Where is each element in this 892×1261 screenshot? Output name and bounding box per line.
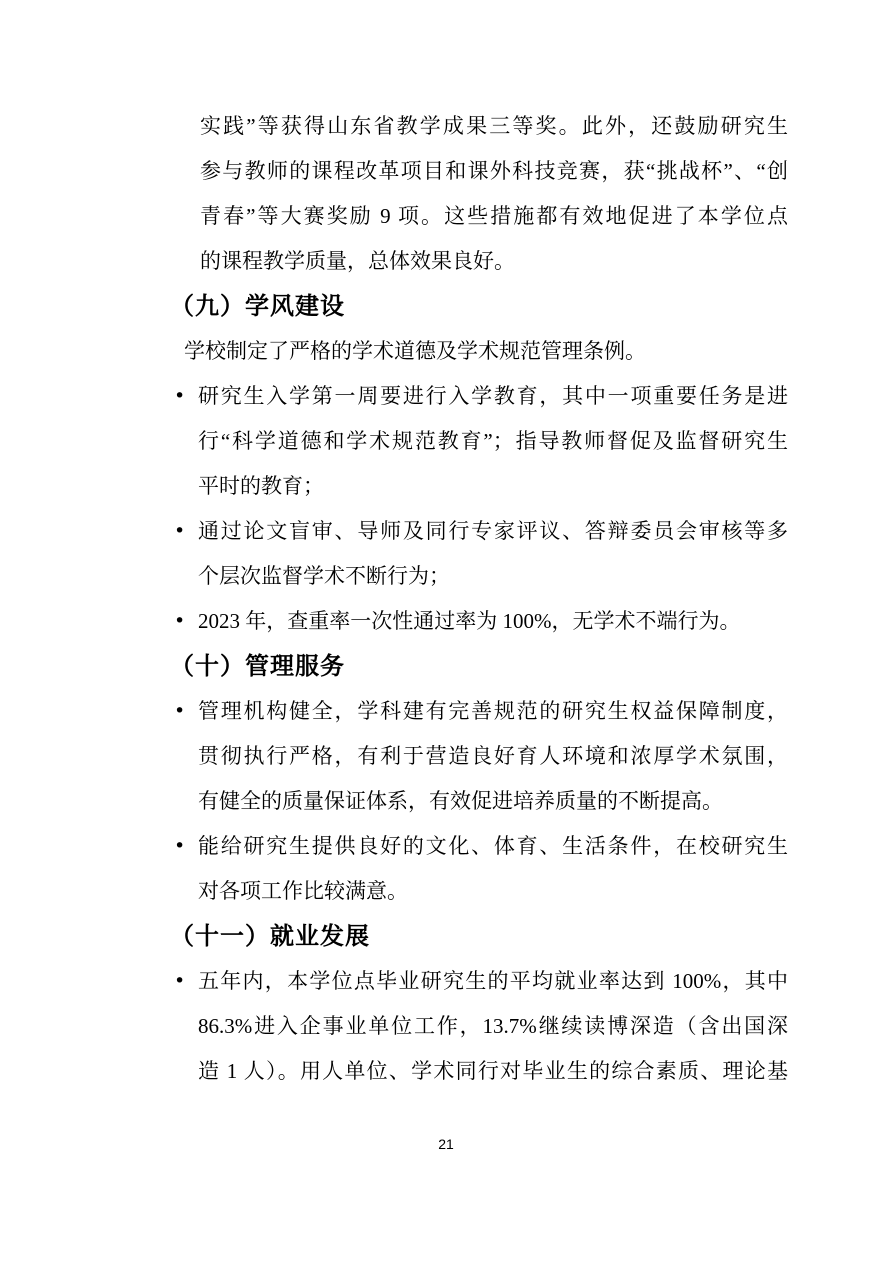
text-line: 管理机构健全，学科建有完善规范的研究生权益保障制度， xyxy=(198,699,788,723)
section-heading-guanli: （十）管理服务 xyxy=(170,653,345,680)
bullet-icon: • xyxy=(174,610,186,632)
page-footer xyxy=(0,1136,892,1152)
bullet-item xyxy=(170,824,788,914)
text-line: 行“科学道德和学术规范教育”；指导教师督促及监督研究生 xyxy=(198,429,788,453)
intro-paragraph xyxy=(200,104,788,284)
text-line: 86.3%进入企事业单位工作，13.7%继续读博深造（含出国深 xyxy=(198,1014,788,1038)
page-number: 21 xyxy=(438,1136,454,1152)
text-line: 研究生入学第一周要进行入学教育，其中一项重要任务是进 xyxy=(198,384,788,408)
text-line: 个层次监督学术不断行为； xyxy=(198,564,450,588)
bullet-icon: • xyxy=(174,970,186,992)
bullet-icon: • xyxy=(174,520,186,542)
text-line: 造 1 人）。用人单位、学术同行对毕业生的综合素质、理论基 xyxy=(198,1059,788,1083)
bullet-icon: • xyxy=(174,385,186,407)
page-body xyxy=(170,104,788,1094)
text-line: 有健全的质量保证体系，有效促进培养质量的不断提高。 xyxy=(198,789,723,813)
text-line: 的课程教学质量，总体效果良好。 xyxy=(200,249,515,273)
text-line: 五年内，本学位点毕业研究生的平均就业率达到 100%，其中 xyxy=(198,969,788,993)
text-line: 通过论文盲审、导师及同行专家评议、答辩委员会审核等多 xyxy=(198,519,788,543)
bullet-item xyxy=(170,689,788,824)
bullet-icon: • xyxy=(174,835,186,857)
section-lead-paragraph: 学校制定了严格的学术道德及学术规范管理条例。 xyxy=(184,339,646,363)
bullet-item xyxy=(170,599,788,644)
text-line: 对各项工作比较满意。 xyxy=(198,879,408,903)
bullet-item xyxy=(170,959,788,1094)
bullet-item xyxy=(170,374,788,509)
text-line: 平时的教育； xyxy=(198,474,324,498)
text-line: 能给研究生提供良好的文化、体育、生活条件，在校研究生 xyxy=(198,834,788,858)
section-heading-xuefeng: （九）学风建设 xyxy=(170,293,345,320)
bullet-icon: • xyxy=(174,700,186,722)
text-line: 参与教师的课程改革项目和课外科技竞赛，获“挑战杯”、“创 xyxy=(200,159,788,183)
text-line: 实践”等获得山东省教学成果三等奖。此外，还鼓励研究生 xyxy=(200,114,788,138)
section-heading-jiuye: （十一）就业发展 xyxy=(170,923,370,950)
text-line: 青春”等大赛奖励 9 项。这些措施都有效地促进了本学位点 xyxy=(200,204,788,228)
bullet-item xyxy=(170,509,788,599)
text-line: 贯彻执行严格，有利于营造良好育人环境和浓厚学术氛围， xyxy=(198,744,788,768)
text-line: 2023 年，查重率一次性通过率为 100%，无学术不端行为。 xyxy=(198,609,741,633)
